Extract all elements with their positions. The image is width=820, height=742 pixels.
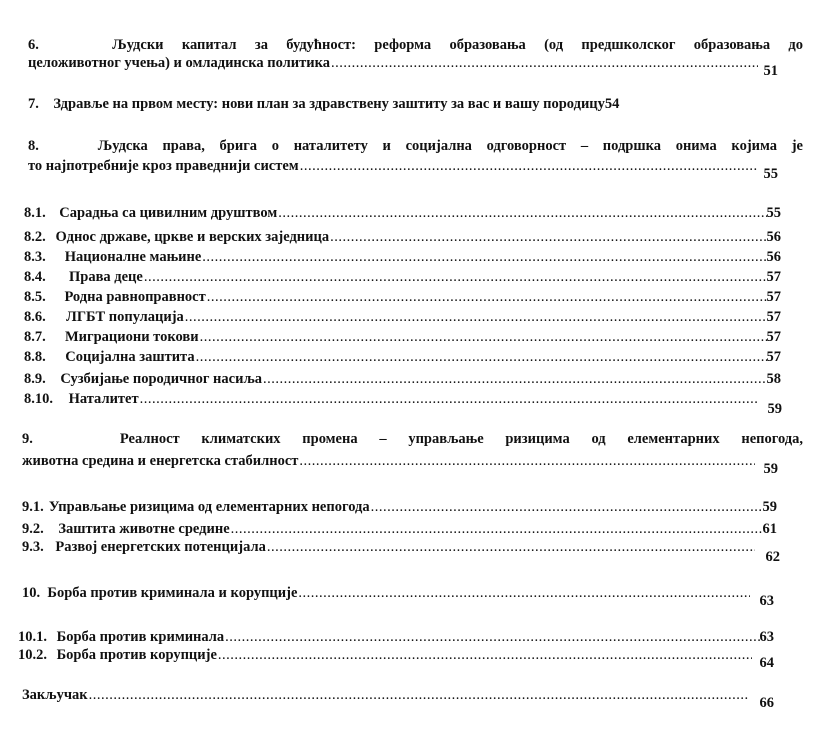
page-number: 56 xyxy=(766,249,781,265)
toc-subentry[interactable] xyxy=(24,204,781,222)
leader-dots xyxy=(278,204,766,222)
toc-subentry[interactable] xyxy=(24,268,781,286)
subsection-number: 8.2. xyxy=(24,229,46,245)
toc-subentry[interactable] xyxy=(24,390,757,408)
toc-subentry[interactable] xyxy=(18,628,774,646)
page-number: 59 xyxy=(763,461,778,477)
subsection-number: 10.1. xyxy=(18,629,47,645)
toc-subentry[interactable] xyxy=(24,288,781,306)
leader-dots xyxy=(231,520,763,538)
section-number: 9. xyxy=(22,431,33,447)
subsection-number: 8.9. xyxy=(24,371,46,387)
subsection-title: Националне мањине xyxy=(64,249,202,265)
page-number: 59 xyxy=(767,401,782,417)
subsection-title: Миграциони токови xyxy=(64,329,199,345)
leader-dots xyxy=(267,538,755,556)
toc-entry-8-line2 xyxy=(28,157,758,175)
leader-dots xyxy=(298,584,750,602)
toc-subentry[interactable] xyxy=(22,538,755,556)
page-number: 59 xyxy=(762,499,777,515)
section-title: Здравље на првом месту: нови план за здравствену заштиту за вас и вашу породицу xyxy=(53,96,605,112)
subsection-title: Борба против корупције xyxy=(56,647,217,663)
subsection-number: 8.5. xyxy=(24,289,46,305)
page-number: 61 xyxy=(762,521,777,537)
leader-dots xyxy=(200,328,767,346)
subsection-title: Борба против криминала xyxy=(56,629,225,645)
section-number: 7. xyxy=(28,96,39,112)
page-number: 63 xyxy=(759,629,774,645)
section-title-cont: целоживотног учења) и омладинска политика xyxy=(28,55,331,71)
subsection-number: 8.6. xyxy=(24,309,46,325)
leader-dots xyxy=(331,54,758,72)
leader-dots xyxy=(218,646,752,664)
subsection-title: Наталитет xyxy=(68,391,139,407)
toc-subentry[interactable] xyxy=(24,348,781,366)
subsection-title: Права деце xyxy=(68,269,143,285)
page-number: 56 xyxy=(766,229,781,245)
toc-entry-7-line1 xyxy=(28,95,803,113)
subsection-number: 8.4. xyxy=(24,269,46,285)
leader-dots xyxy=(140,390,757,408)
subsection-title: Управљање ризицима од елементарних непогода xyxy=(48,499,370,515)
subsection-title: Сарадња са цивилним друштвом xyxy=(59,205,278,221)
toc-subentry[interactable] xyxy=(24,328,781,346)
subsection-title: Социјална заштита xyxy=(65,349,195,365)
leader-dots xyxy=(371,498,763,516)
toc-entry-6-line2 xyxy=(28,54,758,72)
leader-dots xyxy=(202,248,766,266)
section-title: Борба против криминала и корупције xyxy=(47,585,298,601)
page-number: 62 xyxy=(765,549,780,565)
page-number: 55 xyxy=(763,166,778,182)
section-number: 10. xyxy=(22,585,41,601)
subsection-number: 8.1. xyxy=(24,205,46,221)
toc-entry-9-line2 xyxy=(22,452,755,470)
page-number: 57 xyxy=(766,329,781,345)
section-number: 6. xyxy=(28,37,39,53)
toc-subentry[interactable] xyxy=(18,646,752,664)
subsection-title: Однос државе, цркве и верских заједница xyxy=(55,229,330,245)
toc-entry-8-line1 xyxy=(28,137,803,155)
subsection-number: 9.3. xyxy=(22,539,44,555)
page-number: 64 xyxy=(759,655,774,671)
page-number: 57 xyxy=(766,289,781,305)
leader-dots xyxy=(263,370,767,388)
toc-subentry[interactable] xyxy=(22,520,777,538)
toc-subentry[interactable] xyxy=(22,498,777,516)
toc-entry-9-line1 xyxy=(22,430,803,448)
page-number: 66 xyxy=(759,695,774,711)
toc-entry-6-line1 xyxy=(28,36,803,54)
subsection-title: ЛГБТ популација xyxy=(66,309,184,325)
leader-dots xyxy=(225,628,759,646)
leader-dots xyxy=(207,288,767,306)
toc-subentry[interactable] xyxy=(24,228,781,246)
page-number: 58 xyxy=(766,371,781,387)
subsection-number: 9.2. xyxy=(22,521,44,537)
page-number: 55 xyxy=(766,205,781,221)
section-number: 8. xyxy=(28,138,39,154)
section-title: Људска права, брига о наталитету и социјална одговорност – подршка онима којима је xyxy=(97,138,803,154)
toc-entry-conclusion-line xyxy=(22,686,748,704)
subsection-number: 8.8. xyxy=(24,349,46,365)
toc-subentry[interactable] xyxy=(24,248,781,266)
toc-entry-10-line1 xyxy=(22,584,750,602)
page-number: 57 xyxy=(766,309,781,325)
subsection-number: 8.3. xyxy=(24,249,46,265)
leader-dots xyxy=(89,686,748,704)
page-number: 63 xyxy=(759,593,774,609)
leader-dots xyxy=(185,308,767,326)
leader-dots xyxy=(299,452,755,470)
section-title-cont: животна средина и енергетска стабилност xyxy=(22,453,299,469)
subsection-title: Сузбијање породичног насиља xyxy=(60,371,262,387)
page-number: 51 xyxy=(763,63,778,79)
subsection-title: Заштита животне средине xyxy=(58,521,230,537)
section-title-cont: то најпотребније кроз праведнији систем xyxy=(28,158,299,174)
section-title: Људски капитал за будућност: реформа образовања (од предшколског образовања до xyxy=(112,37,804,53)
conclusion-title: Закључак xyxy=(22,687,88,703)
subsection-title: Родна равноправност xyxy=(64,289,206,305)
leader-dots xyxy=(144,268,767,286)
subsection-number: 10.2. xyxy=(18,647,47,663)
subsection-number: 9.1. xyxy=(22,499,44,515)
page-number: 57 xyxy=(766,269,781,285)
page-number: 54 xyxy=(604,96,620,112)
leader-dots xyxy=(330,228,766,246)
subsection-number: 8.10. xyxy=(24,391,53,407)
subsection-title: Развој енергетских потенцијала xyxy=(55,539,266,555)
toc-subentry[interactable] xyxy=(24,308,781,326)
leader-dots xyxy=(196,348,767,366)
toc-subentry[interactable] xyxy=(24,370,781,388)
section-title: Реалност климатских промена – управљање ризицима од елементарних непогода, xyxy=(119,431,803,447)
subsection-number: 8.7. xyxy=(24,329,46,345)
page-number: 57 xyxy=(766,349,781,365)
leader-dots xyxy=(300,157,758,175)
